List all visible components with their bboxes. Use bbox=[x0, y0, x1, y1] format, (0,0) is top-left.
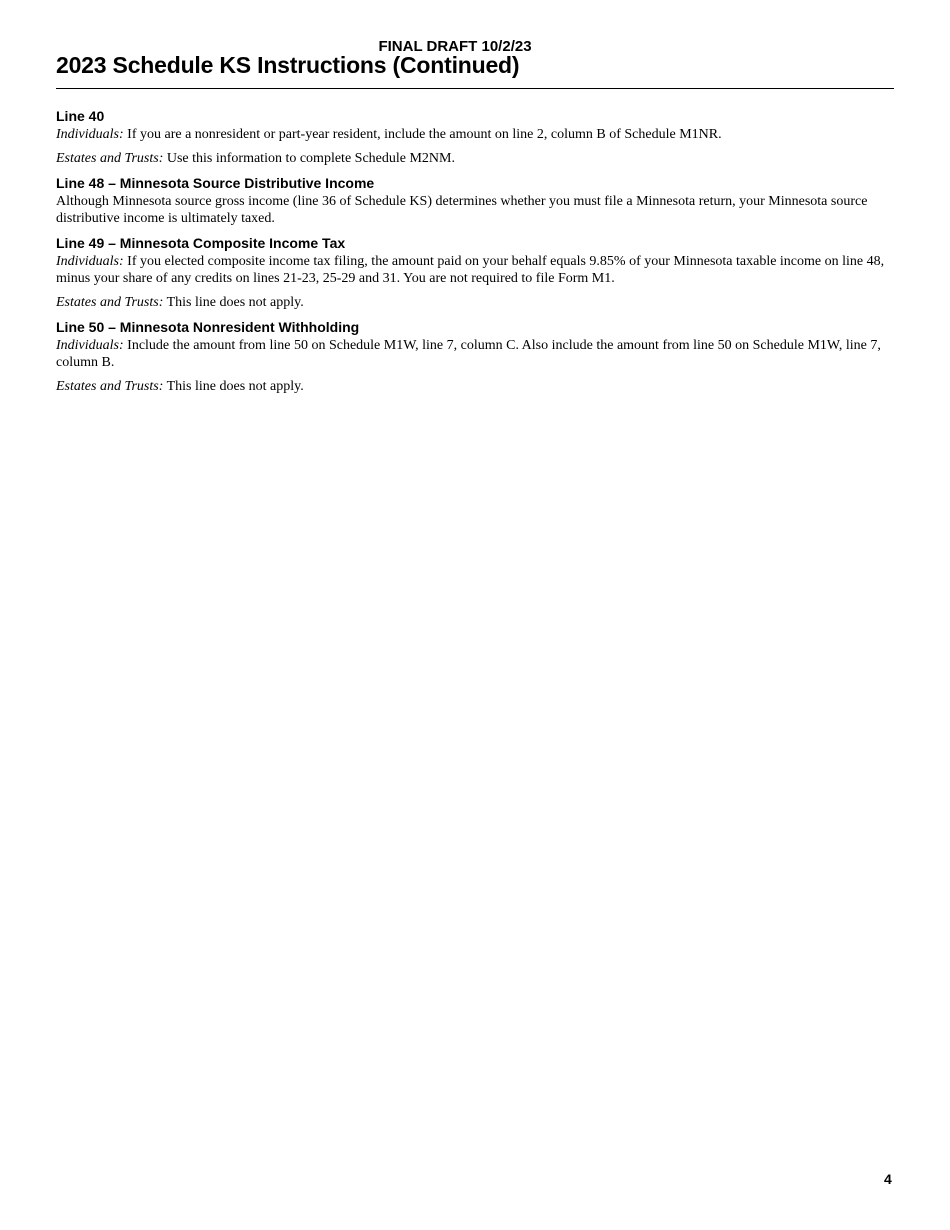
paragraph-text: This line does not apply. bbox=[163, 295, 304, 310]
paragraph-label: Estates and Trusts: bbox=[56, 151, 164, 166]
paragraph bbox=[56, 193, 894, 227]
section-line-50 bbox=[56, 318, 894, 395]
paragraph-label: Individuals: bbox=[56, 127, 124, 142]
paragraph-label: Estates and Trusts: bbox=[56, 295, 164, 310]
paragraph-text: Use this information to complete Schedule M2NM. bbox=[163, 151, 455, 166]
section-line-49 bbox=[56, 234, 894, 311]
paragraph-text: Include the amount from line 50 on Schedule M1W, line 7, column C. Also include the amount from line 50 on Schedule M1W, line 7, column B. bbox=[56, 338, 881, 370]
paragraph-label: Individuals: bbox=[56, 254, 124, 269]
paragraph bbox=[56, 150, 894, 167]
draft-label: FINAL DRAFT 10/2/23 bbox=[378, 38, 532, 55]
page-number: 4 bbox=[884, 1171, 892, 1187]
paragraph-label: Individuals: bbox=[56, 338, 124, 353]
paragraph bbox=[56, 253, 894, 287]
page-title: 2023 Schedule KS Instructions (Continued) bbox=[56, 52, 520, 78]
section-heading: Line 48 – Minnesota Source Distributive Income bbox=[56, 175, 375, 191]
header-divider bbox=[56, 88, 894, 89]
paragraph bbox=[56, 337, 894, 371]
paragraph bbox=[56, 126, 894, 143]
section-heading: Line 40 bbox=[56, 108, 105, 124]
paragraph-text: Although Minnesota source gross income (line 36 of Schedule KS) determines whether you must file a Minnesota return, your Minnesota source distributive income is ultimately taxed. bbox=[56, 194, 868, 226]
section-line-40 bbox=[56, 107, 894, 167]
paragraph-text: If you are a nonresident or part-year resident, include the amount on line 2, column B of Schedule M1NR. bbox=[123, 127, 722, 142]
paragraph-text: This line does not apply. bbox=[163, 379, 304, 394]
paragraph bbox=[56, 378, 894, 395]
paragraph-text: If you elected composite income tax filing, the amount paid on your behalf equals 9.85% of your Minnesota taxable income on line 48, minus your share of any credits on lines 21-23, 25-29 and 31. You are not required to file Form M1. bbox=[56, 254, 885, 286]
paragraph bbox=[56, 294, 894, 311]
paragraph-label: Estates and Trusts: bbox=[56, 379, 164, 394]
section-heading: Line 49 – Minnesota Composite Income Tax bbox=[56, 235, 346, 251]
instructions-body bbox=[56, 107, 894, 402]
section-heading: Line 50 – Minnesota Nonresident Withholding bbox=[56, 319, 360, 335]
section-line-48 bbox=[56, 174, 894, 227]
